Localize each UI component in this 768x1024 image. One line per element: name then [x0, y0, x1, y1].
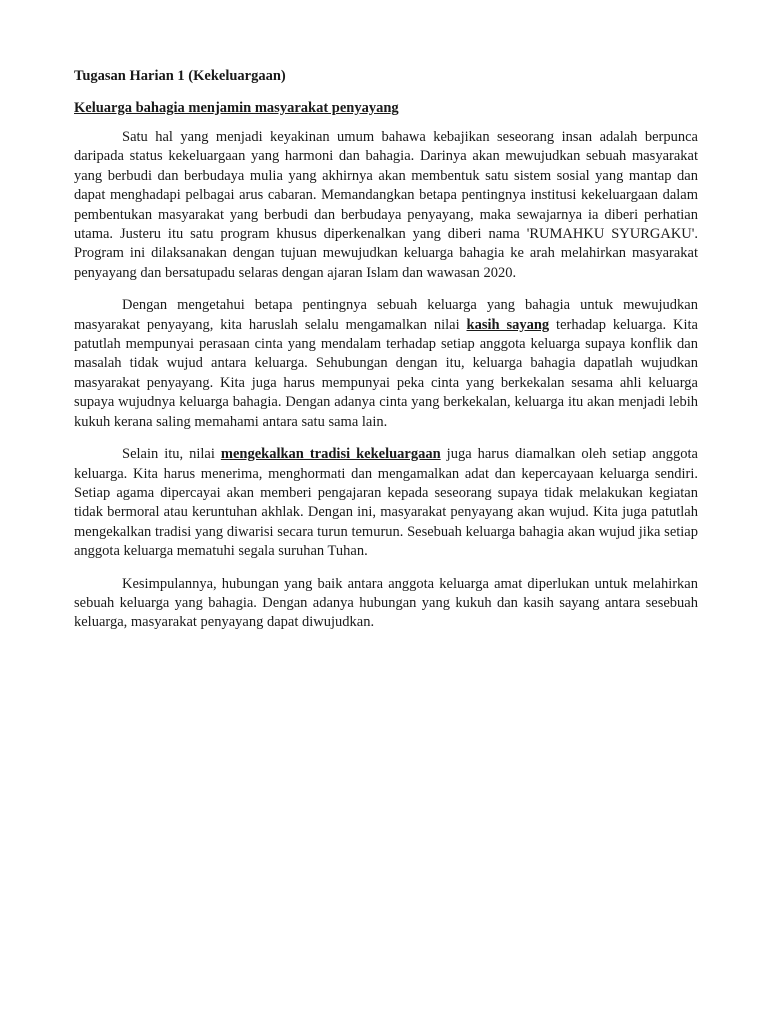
paragraph-text: Kesimpulannya, hubungan yang baik antara anggota keluarga amat diperlukan untuk melahirkan sebuah keluarga yang bahagia. Dengan adanya hubungan yang kukuh dan kasih sayang antara sesebuah keluarga, masyarakat penyayang dapat diwujudkan. [74, 575, 698, 631]
paragraph-text: Selain itu, nilai [122, 446, 221, 463]
paragraph-kasih-sayang [74, 296, 698, 432]
paragraph-text: Satu hal yang menjadi keyakinan umum bahawa kebajikan seseorang insan adalah berpunca daripada status kekeluargaan yang harmoni dan bahagia. Darinya akan mewujudkan sebuah masyarakat yang berbudi dan berbudaya mulia yang akhirnya akan membentuk satu sistem sosial yang mantap dan dapat menghadapi pelbagai arus cabaran. Memandangkan betapa pentingnya institusi kekeluargaan dalam pembentukan masyarakat yang berbudi dan berbudaya penyayang, maka sewajarnya ia diberi perhatian utama. Justeru itu satu program khusus diperkenalkan yang diberi nama 'RUMAHKU SYURGAKU'. Program ini dilaksanakan dengan tujuan mewujudkan keluarga bahagia ke arah melahirkan masyarakat penyayang dan bersatupadu selaras dengan ajaran Islam dan wawasan 2020. [74, 129, 698, 281]
paragraph-text: terhadap keluarga. Kita patutlah mempunyai perasaan cinta yang mendalam terhadap setiap anggota keluarga supaya konflik dan masalah tidak wujud antara keluarga. Sehubungan dengan itu, keluarga bahagia dapatlah wujudkan masyarakat penyayang. Kita juga harus mempunyai peka cinta yang berkekalan sesama ahli keluarga supaya wujudnya keluarga bahagia. Dengan adanya cinta yang berkekalan, keluarga itu akan menjadi lebih kukuh kerana saling memahami antara satu sama lain. [74, 316, 698, 430]
paragraph-tradisi [74, 445, 698, 561]
paragraph-conclusion [74, 575, 698, 633]
emphasized-term: kasih sayang [466, 316, 550, 333]
document-page [74, 66, 698, 646]
document-title: Tugasan Harian 1 (Kekeluargaan) [74, 68, 286, 84]
emphasized-term: mengekalkan tradisi kekeluargaan [220, 446, 441, 463]
paragraph-text: juga harus diamalkan oleh setiap anggota keluarga. Kita harus menerima, menghormati dan mengamalkan adat dan kepercayaan keluarga sendiri. Setiap agama dipercayai akan memberi pengajaran kepada seseorang supaya tidak melakukan kegiatan tidak bermoral atau keruntuhan akhlak. Dengan ini, masyarakat penyayang akan wujud. Kita juga patutlah mengekalkan tradisi yang diwarisi secara turun temurun. Sesebuah keluarga bahagia akan wujud jika setiap anggota keluarga mematuhi segala suruhan Tuhan. [74, 446, 698, 560]
paragraph-text: Dengan mengetahui betapa pentingnya sebuah keluarga yang bahagia untuk mewujudkan masyarakat penyayang, kita haruslah selalu mengamalkan nilai [74, 297, 698, 333]
essay-heading: Keluarga bahagia menjamin masyarakat penyayang [74, 100, 399, 116]
paragraph-intro [74, 128, 698, 283]
